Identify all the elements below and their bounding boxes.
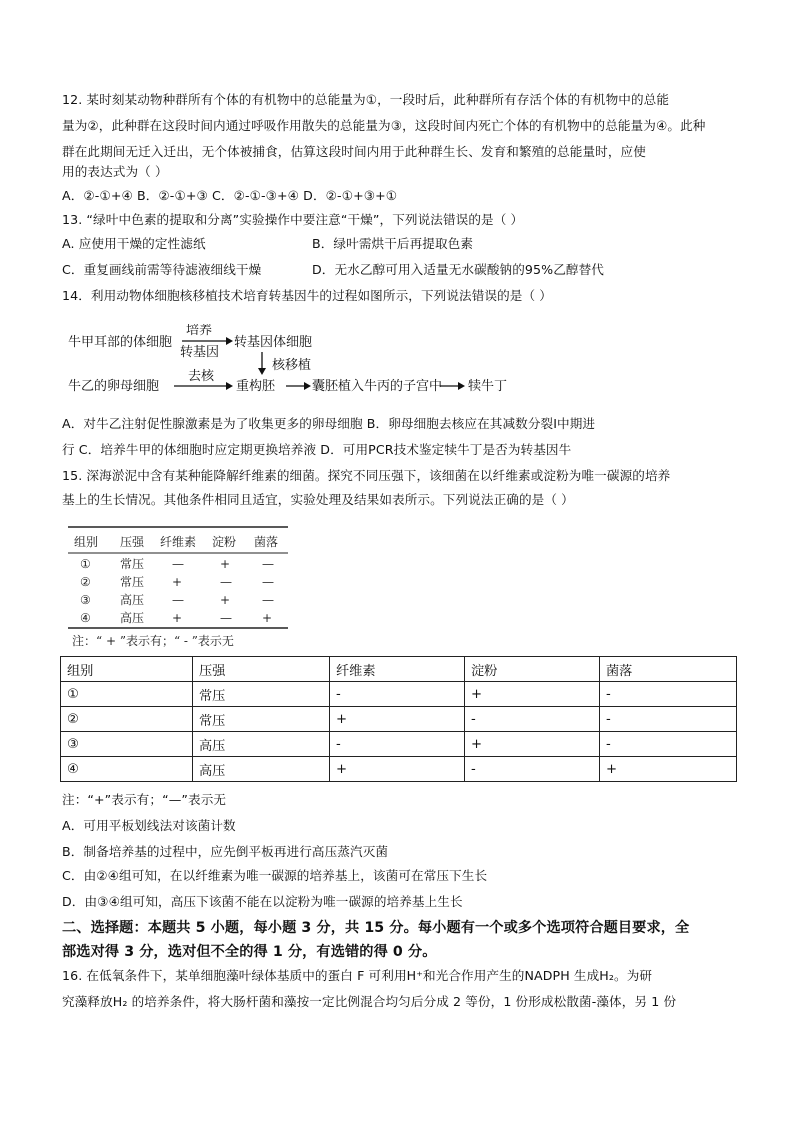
table-row	[61, 757, 737, 782]
q14-stem: 14．利用动物体细胞核移植技术培育转基因牛的过程如图所示，下列说法错误的是（ ）	[62, 288, 552, 303]
scan-cell: 高压	[120, 593, 145, 607]
table-cell: -	[465, 757, 600, 782]
q15-option-c: C．由②④组可知，在以纤维素为唯一碳源的培养基上，该菌可在常压下生长	[62, 868, 488, 883]
q12-line1: 12. 某时刻某动物种群所有个体的有机物中的总能量为①，一段时后，此种群所有存活个体的有机物中的总能	[62, 92, 670, 107]
q15-line2: 基上的生长情况。其他条件相同且适宜，实验处理及结果如表所示。下列说法正确的是（ ）	[62, 492, 574, 507]
table-cell: -	[465, 707, 600, 732]
table-cell: +	[465, 682, 600, 707]
table-cell: -	[600, 707, 737, 732]
table-cell: 常压	[193, 707, 330, 732]
q15-option-a: A．可用平板划线法对该菌计数	[62, 818, 236, 833]
table-cell: 菌落	[600, 657, 737, 682]
q12-line4: 用的表达式为（ ）	[62, 164, 168, 179]
scan-cell: 高压	[120, 611, 145, 625]
table-cell: 高压	[193, 757, 330, 782]
scan-cell: ④	[80, 611, 91, 625]
diagram-embryo: 重构胚	[236, 379, 276, 394]
scan-cell: +	[172, 575, 183, 589]
scan-row-2	[80, 574, 274, 589]
scanned-results-table	[66, 522, 292, 650]
diagram-arrowhead-4	[458, 382, 465, 390]
scan-note: 注：“ + ”表示有；“ - ”表示无	[72, 634, 234, 648]
diagram-arrowhead-1	[226, 337, 233, 345]
diagram-step-bottom: 转基因	[180, 345, 220, 360]
table-row	[61, 682, 737, 707]
table-cell: +	[330, 757, 465, 782]
diagram-calf: 犊牛丁	[468, 379, 508, 394]
scan-cell: ①	[80, 557, 91, 571]
diagram-result1: 转基因体细胞	[234, 335, 313, 350]
table-cell: -	[330, 732, 465, 757]
table-cell: ①	[61, 682, 193, 707]
q15-option-b: B．制备培养基的过程中，应先倒平板再进行高压蒸汽灭菌	[62, 844, 389, 859]
table-cell: +	[465, 732, 600, 757]
scan-cell: 常压	[120, 575, 145, 589]
table-cell: -	[600, 732, 737, 757]
scan-row-1	[80, 556, 274, 571]
q15-note: 注：“+”表示有；“—”表示无	[62, 792, 227, 807]
table-cell: +	[330, 707, 465, 732]
q15-line1: 15. 深海淤泥中含有某种能降解纤维素的细菌。探究不同压强下，该细菌在以纤维素或淀粉为唯一碳源的培养	[62, 468, 671, 483]
diagram-source1: 牛甲耳部的体细胞	[68, 335, 173, 350]
table-cell: -	[600, 682, 737, 707]
diagram-source2: 牛乙的卵母细胞	[68, 379, 160, 394]
table-cell: -	[330, 682, 465, 707]
q12-line2: 量为②，此种群在这段时间内通过呼吸作用散失的总能量为③，这段时间内死亡个体的有机物中的总能量为④。此种	[62, 118, 706, 133]
q16-line1: 16. 在低氧条件下，某单细胞藻叶绿体基质中的蛋白 F 可利用H⁺和光合作用产生的NADPH 生成H₂。为研	[62, 968, 653, 983]
scan-cell: +	[220, 557, 231, 571]
scan-row-4	[80, 610, 272, 625]
scan-header-2: 纤维素	[160, 535, 197, 549]
scan-row-3	[80, 592, 274, 607]
table-header-row	[61, 657, 737, 682]
scan-cell: —	[220, 611, 232, 625]
cloning-process-diagram	[66, 324, 526, 402]
diagram-arrowhead-down	[258, 368, 266, 375]
scan-cell: ②	[80, 575, 91, 589]
scan-cell: —	[262, 575, 274, 589]
table-cell: 高压	[193, 732, 330, 757]
diagram-enucleate: 去核	[188, 369, 215, 384]
scan-cell: 常压	[120, 557, 145, 571]
q13-option-a: A. 应使用干燥的定性滤纸	[62, 236, 206, 251]
scan-header-0: 组别	[74, 535, 99, 549]
table-cell: 压强	[193, 657, 330, 682]
results-table	[60, 656, 737, 782]
scan-header-3: 淀粉	[212, 535, 237, 549]
q14-options-cd: 行 C．培养牛甲的体细胞时应定期更换培养液 D．可用PCR技术鉴定犊牛丁是否为转基因牛	[62, 442, 572, 457]
diagram-arrowhead-2	[226, 382, 233, 390]
table-cell: 淀粉	[465, 657, 600, 682]
scan-cell: —	[172, 557, 184, 571]
q13-option-d: D．无水乙醇可用入适量无水碳酸钠的95%乙醇替代	[312, 262, 604, 277]
scan-cell: +	[172, 611, 183, 625]
scan-cell: +	[262, 611, 273, 625]
section2-heading-line2: 部选对得 3 分，选对但不全的得 1 分，有选错的得 0 分。	[62, 944, 437, 960]
table-cell: 常压	[193, 682, 330, 707]
scan-header-1: 压强	[120, 535, 145, 549]
q16-line2: 究藻释放H₂ 的培养条件，将大肠杆菌和藻按一定比例混合均匀后分成 2 等份，1 份形成松散菌-藻体，另 1 份	[62, 994, 677, 1009]
scan-cell: ③	[80, 593, 91, 607]
q15-option-d: D．由③④组可知，高压下该菌不能在以淀粉为唯一碳源的培养基上生长	[62, 894, 463, 909]
q13-option-b: B．绿叶需烘干后再提取色素	[312, 236, 474, 251]
table-cell: 纤维素	[330, 657, 465, 682]
diagram-step-top: 培养	[186, 324, 213, 338]
q13-stem: 13. “绿叶中色素的提取和分离”实验操作中要注意“干燥”，下列说法错误的是（ ）	[62, 212, 524, 227]
q12-options: A．②-①+④ B．②-①+③ C．②-①-③+④ D．②-①+③+①	[62, 188, 398, 203]
table-cell: ②	[61, 707, 193, 732]
table-cell: 组别	[61, 657, 193, 682]
q14-options-ab: A．对牛乙注射促性腺激素是为了收集更多的卵母细胞 B．卵母细胞去核应在其减数分裂Ⅰ中期进	[62, 416, 596, 431]
diagram-arrowhead-3	[304, 382, 311, 390]
scan-header-4: 菌落	[254, 535, 279, 549]
scan-cell: —	[262, 593, 274, 607]
diagram-nuclear-transfer: 核移植	[272, 358, 312, 373]
scan-cell: —	[220, 575, 232, 589]
q13-option-c: C．重复画线前需等待滤液细线干燥	[62, 262, 262, 277]
scan-cell: —	[172, 593, 184, 607]
scan-cell: —	[262, 557, 274, 571]
table-cell: ③	[61, 732, 193, 757]
diagram-transfer: 囊胚植入牛丙的子宫中	[312, 379, 443, 394]
q12-line3: 群在此期间无迁入迁出，无个体被捕食，估算这段时间内用于此种群生长、发育和繁殖的总能量时，应使	[62, 144, 646, 159]
scan-cell: +	[220, 593, 231, 607]
table-cell: ④	[61, 757, 193, 782]
table-row	[61, 707, 737, 732]
section2-heading-line1: 二、选择题：本题共 5 小题，每小题 3 分，共 15 分。每小题有一个或多个选项符合题目要求，全	[62, 920, 690, 936]
table-cell: +	[600, 757, 737, 782]
table-row	[61, 732, 737, 757]
